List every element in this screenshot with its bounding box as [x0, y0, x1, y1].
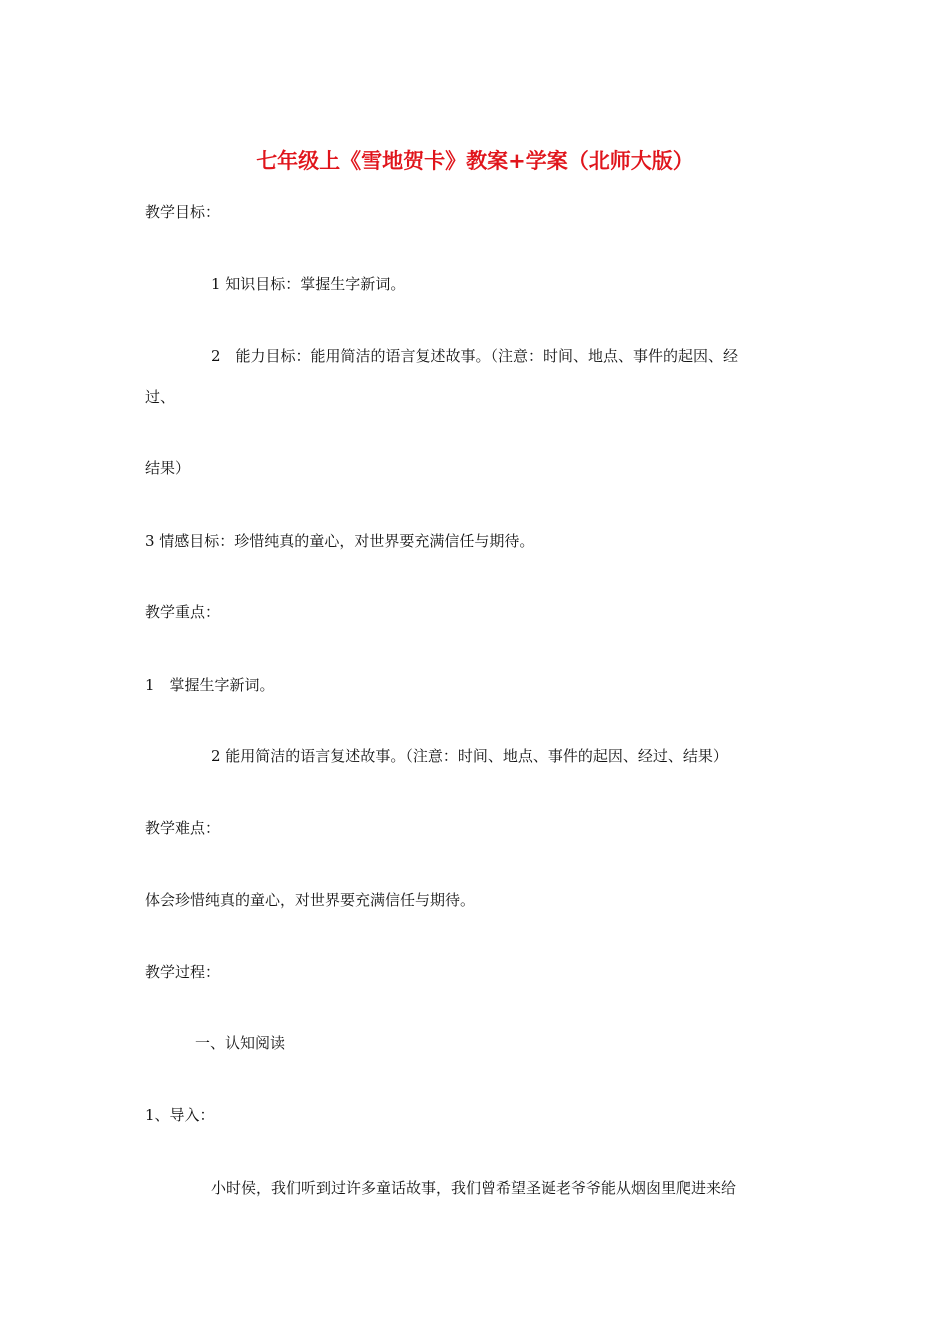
intro-paragraph: 小时侯，我们听到过许多童话故事，我们曾希望圣诞老爷爷能从烟囱里爬进来给: [211, 1179, 737, 1197]
document-title: 七年级上《雪地贺卡》教案+学案（北师大版）: [256, 149, 694, 173]
section-heading-teaching-goals: 教学目标：: [145, 203, 221, 221]
key-point-1: 1 掌握生字新词。: [145, 676, 275, 694]
difficulty-text: 体会珍惜纯真的童心，对世界要充满信任与期待。: [145, 891, 476, 909]
goal-item-2-end: 结果）: [145, 459, 191, 477]
key-point-2: 2 能用简洁的语言复述故事。（注意：时间、地点、事件的起因、经过、结果）: [211, 747, 728, 765]
goal-item-3: 3 情感目标：珍惜纯真的童心，对世界要充满信任与期待。: [145, 532, 535, 550]
section-heading-difficulties: 教学难点：: [145, 819, 221, 837]
goal-item-1: 1 知识目标：掌握生字新词。: [211, 275, 406, 293]
goal-item-2-continued: 过、: [145, 388, 176, 406]
goal-item-2: 2 能力目标：能用简洁的语言复述故事。（注意：时间、地点、事件的起因、经: [211, 347, 739, 365]
section-heading-process: 教学过程：: [145, 963, 221, 981]
section-heading-key-points: 教学重点：: [145, 603, 221, 621]
process-step-heading: 一、认知阅读: [195, 1034, 286, 1052]
process-substep-heading: 1、导入：: [145, 1106, 215, 1124]
